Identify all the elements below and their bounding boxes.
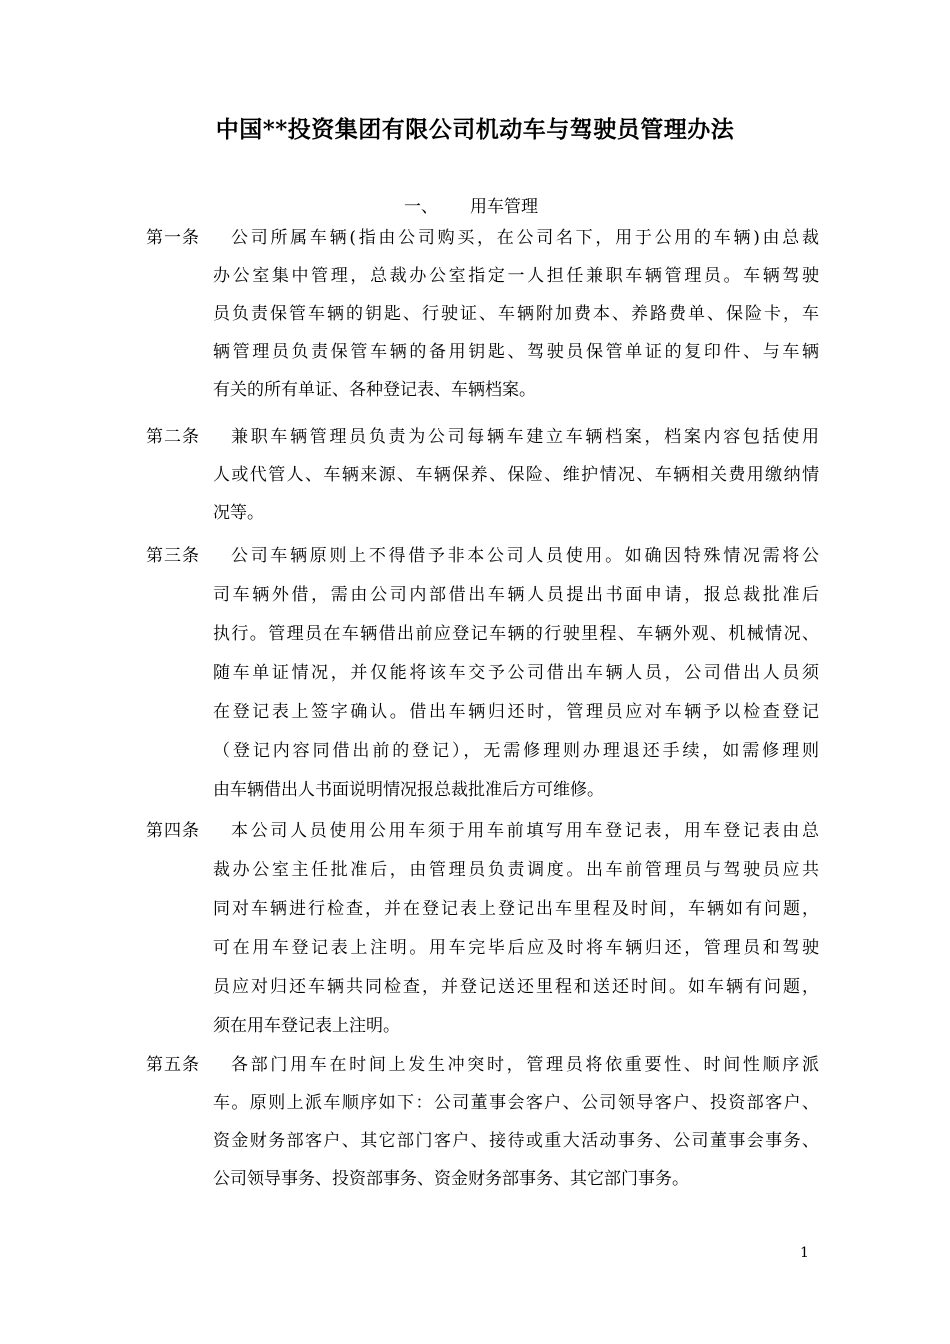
section-heading — [404, 194, 538, 220]
article-label: 第四条 — [146, 821, 200, 841]
page-number: 1 — [800, 1245, 809, 1261]
article-line: 有关的所有单证、各种登记表、车辆档案。 — [213, 380, 536, 400]
document-title: 中国**投资集团有限公司机动车与驾驶员管理办法 — [215, 116, 735, 143]
article-line: 况等。 — [213, 503, 264, 523]
article-label: 第三条 — [146, 546, 200, 566]
article-line: 车。原则上派车顺序如下：公司董事会客户、公司领导客户、投资部客户、 — [213, 1093, 819, 1113]
article-line: 随车单证情况，并仅能将该车交予公司借出车辆人员，公司借出人员须 — [213, 663, 819, 683]
article-line: 公司所属车辆(指由公司购买，在公司名下，用于公用的车辆)由总裁 — [231, 228, 819, 248]
article-line: 各部门用车在时间上发生冲突时，管理员将依重要性、时间性顺序派 — [231, 1055, 819, 1075]
article-line: 员应对归还车辆共同检查，并登记送还里程和送还时间。如车辆有问题， — [213, 977, 819, 997]
article-line: 员负责保管车辆的钥匙、行驶证、车辆附加费本、养路费单、保险卡，车 — [213, 304, 819, 324]
article-line: （登记内容同借出前的登记），无需修理则办理退还手续，如需修理则 — [213, 741, 819, 761]
article-line: 执行。管理员在车辆借出前应登记车辆的行驶里程、车辆外观、机械情况、 — [213, 624, 819, 644]
article-label: 第一条 — [146, 228, 200, 248]
article-line: 可在用车登记表上注明。用车完毕后应及时将车辆归还，管理员和驾驶 — [213, 938, 819, 958]
article-label: 第二条 — [146, 427, 200, 447]
article-line: 本公司人员使用公用车须于用车前填写用车登记表，用车登记表由总 — [231, 821, 819, 841]
article-line: 兼职车辆管理员负责为公司每辆车建立车辆档案，档案内容包括使用 — [231, 427, 819, 447]
article-line: 同对车辆进行检查，并在登记表上登记出车里程及时间，车辆如有问题， — [213, 899, 819, 919]
article-line: 资金财务部客户、其它部门客户、接待或重大活动事务、公司董事会事务、 — [213, 1131, 819, 1151]
article-line: 公司领导事务、投资部事务、资金财务部事务、其它部门事务。 — [213, 1169, 689, 1189]
article-label: 第五条 — [146, 1055, 200, 1075]
section-number: 一、 — [404, 197, 438, 217]
article-line: 在登记表上签字确认。借出车辆归还时，管理员应对车辆予以检查登记 — [213, 702, 819, 722]
article-line: 公司车辆原则上不得借予非本公司人员使用。如确因特殊情况需将公 — [231, 546, 819, 566]
article-line: 裁办公室主任批准后，由管理员负责调度。出车前管理员与驾驶员应共 — [213, 860, 819, 880]
article-line: 须在用车登记表上注明。 — [213, 1016, 400, 1036]
article-line: 由车辆借出人书面说明情况报总裁批准后方可维修。 — [213, 780, 604, 800]
section-title: 用车管理 — [470, 197, 538, 217]
article-line: 办公室集中管理，总裁办公室指定一人担任兼职车辆管理员。车辆驾驶 — [213, 266, 819, 286]
article-line: 辆管理员负责保管车辆的备用钥匙、驾驶员保管单证的复印件、与车辆 — [213, 342, 819, 362]
article-line: 司车辆外借，需由公司内部借出车辆人员提出书面申请，报总裁批准后 — [213, 585, 819, 605]
article-line: 人或代管人、车辆来源、车辆保养、保险、维护情况、车辆相关费用缴纳情 — [213, 465, 819, 485]
